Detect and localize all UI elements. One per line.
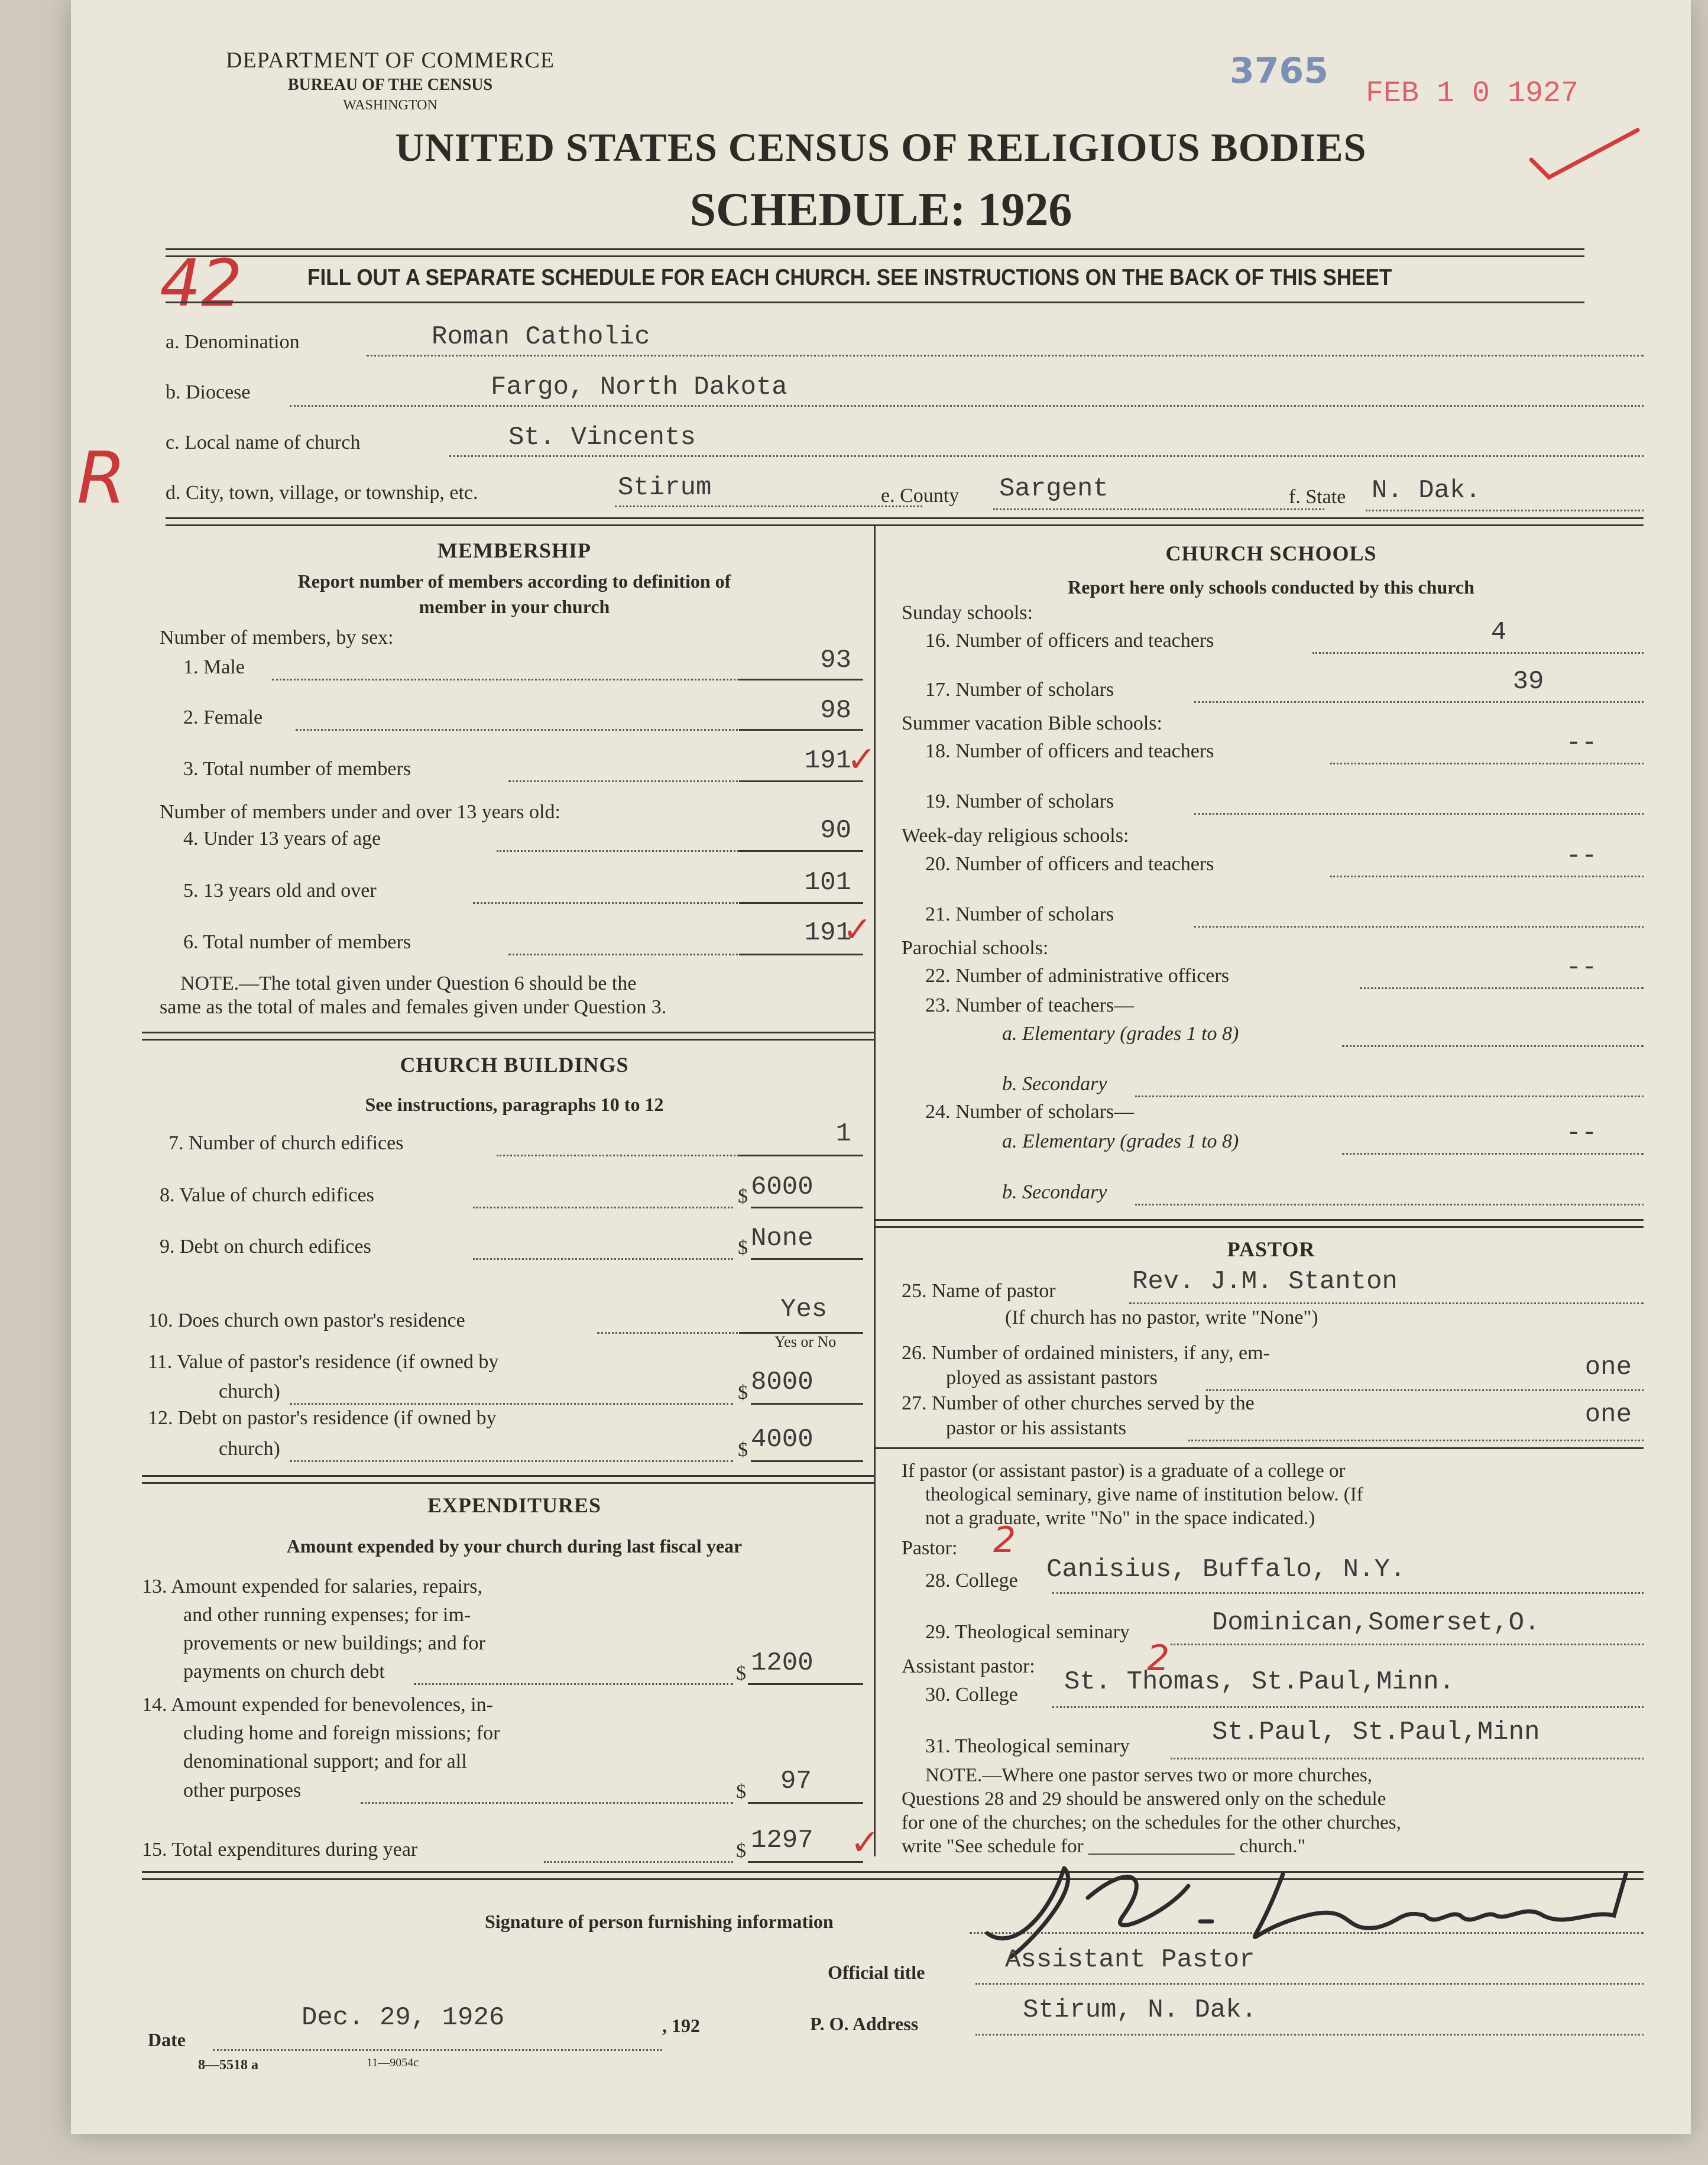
summer-scholars-line xyxy=(1194,813,1644,815)
total-expenditures-line xyxy=(544,1861,733,1863)
summer-teachers-line xyxy=(1330,763,1644,764)
over-13-value: 101 xyxy=(804,868,851,897)
identification-rule xyxy=(166,517,1644,526)
total-members-age-answer-line xyxy=(739,954,863,955)
salaries-label-4: payments on church debt xyxy=(183,1661,385,1683)
graduate-note-1: If pastor (or assistant pastor) is a graduate of a college or xyxy=(902,1460,1346,1482)
total-members-line xyxy=(508,780,774,782)
buildings-heading: CHURCH BUILDINGS xyxy=(400,1053,629,1077)
year-suffix: , 192 xyxy=(662,2015,700,2036)
dollar-sign: $ xyxy=(738,1382,748,1404)
pastor-rule xyxy=(875,1447,1644,1449)
pastor-note-1: NOTE.—Where one pastor serves two or more churches, xyxy=(925,1765,1372,1786)
dollar-sign: $ xyxy=(736,1840,746,1862)
membership-rule xyxy=(142,1032,874,1041)
weekday-teachers-line xyxy=(1330,876,1644,877)
date-label: Date xyxy=(148,2029,186,2050)
schedule-title: SCHEDULE: 1926 xyxy=(689,184,1072,236)
department-heading: DEPARTMENT OF COMMERCE xyxy=(225,48,555,73)
yes-no-hint: Yes or No xyxy=(774,1333,837,1350)
residence-debt-label-1: 12. Debt on pastor's residence (if owned by xyxy=(148,1407,497,1429)
handwritten-mark: R xyxy=(77,437,127,520)
benevolences-label-2: cluding home and foreign missions; for xyxy=(183,1722,500,1744)
parochial-schools-label: Parochial schools: xyxy=(902,937,1049,959)
assistant-college-line xyxy=(1052,1706,1644,1708)
assistant-seminary-label: 31. Theological seminary xyxy=(925,1735,1130,1757)
under-13-label: 4. Under 13 years of age xyxy=(183,828,381,850)
city-label: d. City, town, village, or township, etc. xyxy=(166,482,478,504)
secondary-scholars-label: b. Secondary xyxy=(1002,1181,1107,1203)
membership-heading: MEMBERSHIP xyxy=(437,539,591,562)
total-members-age-line xyxy=(508,954,774,955)
edifices-value-label: 8. Value of church edifices xyxy=(160,1184,374,1206)
pastor-note-3: for one of the churches; on the schedules for the other churches, xyxy=(902,1812,1401,1833)
under-13-answer-line xyxy=(739,850,863,852)
instruction-rule xyxy=(166,302,1584,303)
admin-officers-value: -- xyxy=(1566,953,1597,983)
column-divider xyxy=(874,526,876,1856)
salaries-line xyxy=(414,1683,733,1685)
pastor-college-label: 28. College xyxy=(925,1570,1018,1592)
fill-out-instruction: FILL OUT A SEPARATE SCHEDULE FOR EACH CHURCH. SEE INSTRUCTIONS ON THE BACK OF THIS SHEET xyxy=(307,265,1392,290)
expenditures-subhead: Amount expended by your church during last fiscal year xyxy=(286,1535,743,1557)
edifices-debt-value: None xyxy=(751,1224,814,1253)
under-13-line xyxy=(497,850,774,852)
sunday-teachers-label: 16. Number of officers and teachers xyxy=(925,630,1214,652)
female-line xyxy=(296,729,774,731)
assistant-ministers-value: one xyxy=(1584,1353,1632,1382)
elementary-teachers-label: a. Elementary (grades 1 to 8) xyxy=(1002,1023,1239,1045)
form-number: 8—5518 a xyxy=(198,2057,258,2073)
red-check-icon: ✓ xyxy=(842,909,873,951)
admin-officers-label: 22. Number of administrative officers xyxy=(925,965,1229,987)
male-line xyxy=(272,679,774,680)
edifices-count-label: 7. Number of church edifices xyxy=(168,1132,404,1154)
summer-teachers-value: -- xyxy=(1566,728,1597,758)
assistant-college-value: St. Thomas, St.Paul,Minn. xyxy=(1064,1667,1455,1697)
pastor-seminary-label: 29. Theological seminary xyxy=(925,1621,1130,1643)
schools-heading: CHURCH SCHOOLS xyxy=(1165,542,1377,565)
red-check-icon: ✓ xyxy=(850,1822,880,1863)
assistant-ministers-label-2: ployed as assistant pastors xyxy=(946,1367,1158,1389)
secondary-teachers-line xyxy=(1135,1096,1644,1097)
salaries-label-3: provements or new buildings; and for xyxy=(183,1632,485,1654)
benevolences-line xyxy=(361,1802,733,1804)
edifices-debt-label: 9. Debt on church edifices xyxy=(160,1236,371,1257)
signature-label: Signature of person furnishing information xyxy=(485,1911,834,1932)
benevolences-label-3: denominational support; and for all xyxy=(183,1751,467,1772)
census-schedule-sheet xyxy=(71,0,1691,2134)
expenditures-heading: EXPENDITURES xyxy=(427,1493,602,1517)
pastor-name-value: Rev. J.M. Stanton xyxy=(1132,1267,1398,1297)
pastor-heading: PASTOR xyxy=(1227,1237,1315,1261)
handwritten-two: 2 xyxy=(993,1519,1016,1561)
county-label: e. County xyxy=(881,485,960,507)
residence-debt-value: 4000 xyxy=(751,1425,814,1454)
weekday-teachers-value: -- xyxy=(1566,841,1597,871)
print-number: 11—9054c xyxy=(367,2056,419,2069)
over-13-answer-line xyxy=(739,902,863,904)
pastor-seminary-line xyxy=(1171,1644,1644,1645)
membership-note-2: same as the total of males and females given under Question 3. xyxy=(160,996,667,1018)
summer-schools-label: Summer vacation Bible schools: xyxy=(902,712,1162,734)
residence-debt-line xyxy=(290,1460,733,1462)
edifices-debt-line xyxy=(473,1258,733,1260)
pastor-note-2: Questions 28 and 29 should be answered only on the schedule xyxy=(902,1788,1386,1810)
total-members-label: 3. Total number of members xyxy=(183,758,411,780)
weekday-scholars-line xyxy=(1194,926,1644,928)
sunday-teachers-value: 4 xyxy=(1490,618,1507,647)
edifices-value-line xyxy=(473,1207,733,1208)
total-expenditures-label: 15. Total expenditures during year xyxy=(142,1839,418,1861)
dollar-sign: $ xyxy=(738,1185,748,1207)
residence-value-answer-line xyxy=(751,1403,863,1405)
summer-scholars-label: 19. Number of scholars xyxy=(925,790,1114,812)
elementary-teachers-line xyxy=(1342,1045,1644,1047)
pastor-name-hint: (If church has no pastor, write "None") xyxy=(1005,1307,1318,1328)
female-answer-line xyxy=(739,729,863,731)
total-members-value: 191 xyxy=(804,746,851,776)
denomination-value: Roman Catholic xyxy=(432,322,650,352)
benevolences-label-1: 14. Amount expended for benevolences, in- xyxy=(142,1694,493,1716)
male-label: 1. Male xyxy=(183,656,245,678)
assistant-pastor-sublabel: Assistant pastor: xyxy=(902,1655,1035,1677)
schools-rule xyxy=(875,1219,1644,1228)
total-expenditures-answer-line xyxy=(748,1861,863,1863)
buildings-rule xyxy=(142,1475,874,1484)
official-title-line xyxy=(975,1983,1644,1985)
total-expenditures-value: 1297 xyxy=(751,1826,814,1855)
dollar-sign: $ xyxy=(736,1662,746,1684)
schools-subhead: Report here only schools conducted by this church xyxy=(1068,576,1474,598)
handwritten-two: 2 xyxy=(1147,1638,1170,1679)
sunday-teachers-line xyxy=(1312,652,1644,654)
edifices-count-answer-line xyxy=(739,1155,863,1156)
residence-value-label-2: church) xyxy=(219,1380,280,1402)
dollar-sign: $ xyxy=(736,1781,746,1803)
weekday-teachers-label: 20. Number of officers and teachers xyxy=(925,853,1214,875)
city-line xyxy=(615,505,922,507)
dollar-sign: $ xyxy=(738,1237,748,1259)
members-by-sex-label: Number of members, by sex: xyxy=(160,627,394,649)
other-churches-line xyxy=(1188,1440,1644,1441)
county-value: Sargent xyxy=(999,474,1109,504)
total-members-age-label: 6. Total number of members xyxy=(183,931,411,953)
owns-residence-label: 10. Does church own pastor's residence xyxy=(148,1310,465,1331)
edifices-debt-answer-line xyxy=(751,1258,863,1260)
denomination-label: a. Denomination xyxy=(166,331,300,353)
assistant-seminary-line xyxy=(1171,1758,1644,1759)
over-13-label: 5. 13 years old and over xyxy=(183,880,377,902)
pastor-college-value: Canisius, Buffalo, N.Y. xyxy=(1046,1555,1406,1584)
salaries-label-1: 13. Amount expended for salaries, repairs, xyxy=(142,1576,482,1597)
handwritten-number: 42 xyxy=(160,245,242,321)
male-answer-line xyxy=(739,679,863,680)
residence-debt-label-2: church) xyxy=(219,1438,280,1460)
local-name-value: St. Vincents xyxy=(508,423,696,452)
pastor-name-line xyxy=(1129,1302,1644,1304)
edifices-value-value: 6000 xyxy=(751,1172,814,1202)
salaries-answer-line xyxy=(748,1683,863,1685)
pastor-sublabel: Pastor: xyxy=(902,1537,958,1559)
residence-value-line xyxy=(290,1403,733,1405)
red-check-icon: ✓ xyxy=(847,739,877,780)
female-label: 2. Female xyxy=(183,706,263,728)
date-value: Dec. 29, 1926 xyxy=(302,2003,505,2033)
admin-officers-line xyxy=(1360,987,1644,989)
state-line xyxy=(1366,510,1644,511)
city-value: Stirum xyxy=(618,473,712,503)
benevolences-answer-line xyxy=(748,1802,863,1804)
assistant-ministers-label-1: 26. Number of ordained ministers, if any, em- xyxy=(902,1342,1270,1364)
elementary-scholars-value: -- xyxy=(1566,1119,1597,1148)
other-churches-label-2: pastor or his assistants xyxy=(946,1417,1127,1439)
po-address-line xyxy=(975,2034,1644,2036)
denomination-line xyxy=(367,355,1644,356)
benevolences-value: 97 xyxy=(780,1767,812,1796)
sunday-scholars-line xyxy=(1194,701,1644,703)
form-title: UNITED STATES CENSUS OF RELIGIOUS BODIES xyxy=(395,125,1367,170)
total-members-age-value: 191 xyxy=(804,918,851,948)
total-members-answer-line xyxy=(739,780,863,782)
diocese-value: Fargo, North Dakota xyxy=(491,372,787,402)
membership-subhead-2: member in your church xyxy=(419,596,610,617)
sunday-schools-label: Sunday schools: xyxy=(902,602,1033,624)
stamp-number: 3765 xyxy=(1230,50,1328,92)
city-heading: WASHINGTON xyxy=(343,98,437,113)
summer-teachers-label: 18. Number of officers and teachers xyxy=(925,740,1214,762)
other-churches-label-1: 27. Number of other churches served by the xyxy=(902,1392,1255,1414)
sunday-scholars-label: 17. Number of scholars xyxy=(925,679,1114,701)
secondary-teachers-label: b. Secondary xyxy=(1002,1073,1107,1095)
po-address-label: P. O. Address xyxy=(810,2013,919,2034)
membership-note-1: NOTE.—The total given under Question 6 should be the xyxy=(180,973,637,994)
salaries-value: 1200 xyxy=(751,1648,814,1678)
edifices-count-value: 1 xyxy=(835,1119,851,1149)
graduate-note-2: theological seminary, give name of institution below. (If xyxy=(925,1484,1363,1505)
assistant-college-label: 30. College xyxy=(925,1684,1018,1706)
po-address-value: Stirum, N. Dak. xyxy=(1023,1995,1257,2025)
other-churches-value: one xyxy=(1584,1400,1632,1430)
official-title-value: Assistant Pastor xyxy=(1005,1945,1255,1975)
diocese-line xyxy=(290,405,1644,407)
elementary-scholars-line xyxy=(1342,1153,1644,1155)
teachers-heading-label: 23. Number of teachers— xyxy=(925,994,1135,1016)
bureau-heading: BUREAU OF THE CENSUS xyxy=(287,76,493,94)
state-label: f. State xyxy=(1289,486,1346,508)
residence-debt-answer-line xyxy=(751,1460,863,1462)
residence-value-label-1: 11. Value of pastor's residence (if owned by xyxy=(148,1351,499,1373)
scholars-heading-label: 24. Number of scholars— xyxy=(925,1101,1135,1123)
pastor-name-label: 25. Name of pastor xyxy=(902,1280,1056,1302)
local-name-line xyxy=(449,455,1644,457)
age-intro-label: Number of members under and over 13 years old: xyxy=(160,801,560,823)
state-value: N. Dak. xyxy=(1372,476,1481,505)
pastor-seminary-value: Dominican,Somerset,O. xyxy=(1212,1608,1540,1638)
pastor-note-4: write "See schedule for _______________ church." xyxy=(902,1836,1306,1857)
buildings-subhead: See instructions, paragraphs 10 to 12 xyxy=(365,1094,664,1115)
assistant-seminary-value: St.Paul, St.Paul,Minn xyxy=(1212,1717,1540,1747)
weekday-scholars-label: 21. Number of scholars xyxy=(925,903,1114,925)
date-stamp: FEB 1 0 1927 xyxy=(1366,77,1579,111)
pastor-college-line xyxy=(1052,1592,1644,1594)
secondary-scholars-line xyxy=(1135,1204,1644,1205)
weekday-schools-label: Week-day religious schools: xyxy=(902,825,1129,847)
elementary-scholars-label: a. Elementary (grades 1 to 8) xyxy=(1002,1130,1239,1152)
edifices-count-line xyxy=(497,1155,774,1156)
dollar-sign: $ xyxy=(738,1439,748,1461)
male-value: 93 xyxy=(820,646,851,675)
membership-subhead-1: Report number of members according to definition of xyxy=(297,571,731,592)
sunday-scholars-value: 39 xyxy=(1512,667,1544,696)
header-rule xyxy=(166,248,1584,257)
benevolences-label-4: other purposes xyxy=(183,1780,302,1801)
female-value: 98 xyxy=(820,696,851,725)
under-13-value: 90 xyxy=(820,816,851,845)
over-13-line xyxy=(473,902,774,904)
county-line xyxy=(993,508,1324,510)
assistant-ministers-line xyxy=(1206,1389,1644,1391)
official-title-label: Official title xyxy=(828,1962,925,1983)
owns-residence-value: Yes xyxy=(780,1295,828,1324)
salaries-label-2: and other running expenses; for im- xyxy=(183,1604,471,1626)
residence-value-value: 8000 xyxy=(751,1367,814,1397)
date-line xyxy=(213,2049,662,2051)
graduate-note-3: not a graduate, write "No" in the space indicated.) xyxy=(925,1508,1315,1529)
local-name-label: c. Local name of church xyxy=(166,432,361,453)
edifices-value-answer-line xyxy=(751,1207,863,1208)
diocese-label: b. Diocese xyxy=(166,381,251,403)
